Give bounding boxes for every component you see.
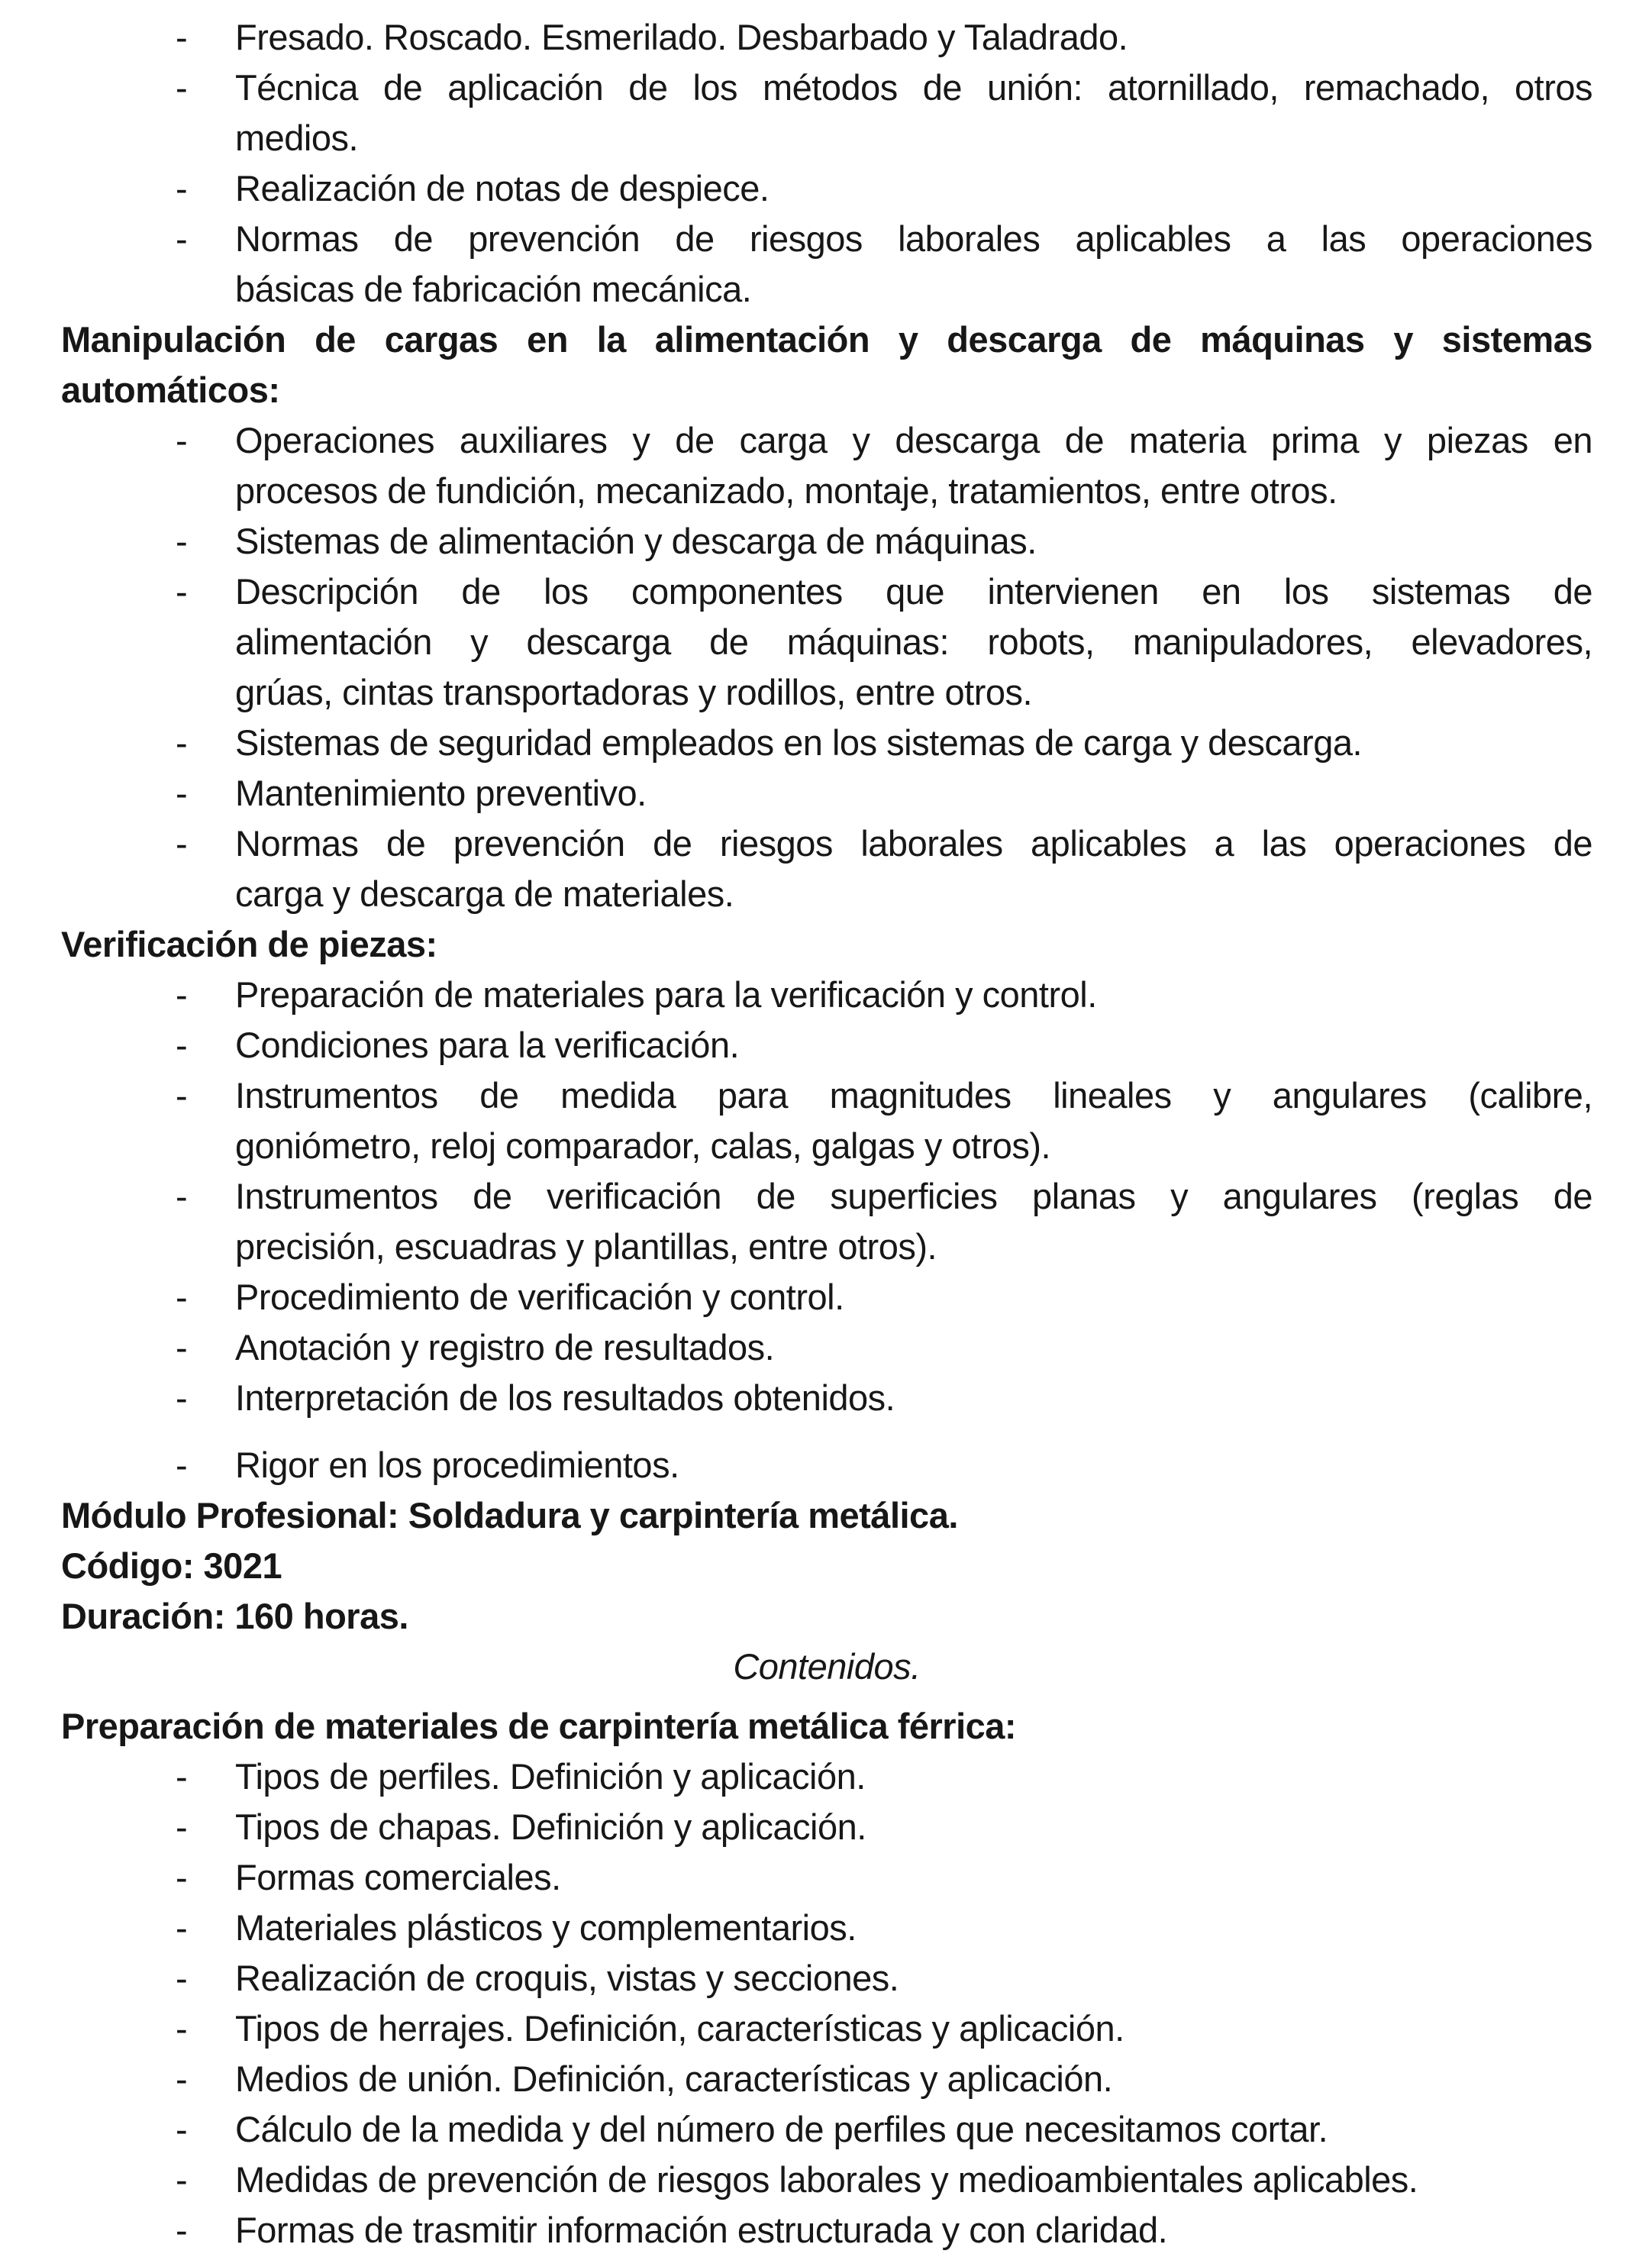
bullet-dash: - — [176, 1277, 188, 1317]
bullet-dash: - — [176, 1377, 188, 1418]
list-item — [61, 819, 1592, 919]
list-item — [61, 1020, 1592, 1070]
bullet-dash: - — [176, 67, 188, 108]
bullet-dash: - — [176, 1958, 188, 1998]
bullet-dash: - — [176, 1907, 188, 1948]
bullet-dash: - — [176, 722, 188, 763]
list-item-text — [235, 1373, 1592, 1423]
list-item-text — [235, 214, 1592, 315]
list-item-text — [235, 1322, 1592, 1373]
codigo — [61, 1541, 1592, 1591]
list-item-text — [235, 819, 1592, 919]
list-manipulacion-cargas — [61, 415, 1592, 919]
text-line: Medios de unión. Definición, características y aplicación. — [235, 2058, 1113, 2099]
bullet-dash: - — [176, 571, 188, 612]
bullet-dash: - — [176, 1025, 188, 1065]
text-line: Duración: 160 horas. — [61, 1596, 408, 1636]
list-item — [61, 1070, 1592, 1171]
duracion — [61, 1591, 1592, 1642]
text-line: Instrumentos de verificación de superficies planas y angulares (reglas de — [235, 1176, 1592, 1216]
text-line: Verificación de piezas: — [61, 924, 437, 964]
list-item-text — [235, 2104, 1592, 2155]
list-item-text — [235, 1752, 1592, 1802]
bullet-dash: - — [176, 2210, 188, 2250]
list-item — [61, 1903, 1592, 1953]
bullet-dash: - — [176, 17, 188, 57]
contenidos-label — [61, 1642, 1592, 1692]
list-item-text — [235, 12, 1592, 63]
list-item — [61, 768, 1592, 819]
text-line: Formas comerciales. — [235, 1857, 561, 1897]
text-line: grúas, cintas transportadoras y rodillos, entre otros. — [235, 672, 1033, 712]
text-line: Fresado. Roscado. Esmerilado. Desbarbado y Taladrado. — [235, 17, 1128, 57]
text-line: Formas de trasmitir información estructurada y con claridad. — [235, 2210, 1168, 2250]
list-item-text — [235, 1852, 1592, 1903]
list-item — [61, 516, 1592, 567]
text-line: Módulo Profesional: Soldadura y carpintería metálica. — [61, 1495, 958, 1535]
bullet-dash: - — [176, 2159, 188, 2200]
heading-preparacion-materiales — [61, 1701, 1592, 1752]
list-item-text — [235, 1070, 1592, 1171]
text-line: Normas de prevención de riesgos laborales aplicables a las operaciones de — [235, 823, 1592, 864]
list-item-text — [235, 2205, 1592, 2255]
bullet-dash: - — [176, 1327, 188, 1367]
list-item-text — [235, 2004, 1592, 2054]
text-line: alimentación y descarga de máquinas: robots, manipuladores, elevadores, — [235, 622, 1592, 662]
bullet-dash: - — [176, 974, 188, 1015]
text-line: Medidas de prevención de riesgos laborales y medioambientales aplicables. — [235, 2159, 1418, 2200]
list-item-text — [235, 1171, 1592, 1272]
text-line: Técnica de aplicación de los métodos de unión: atornillado, remachado, otros — [235, 67, 1592, 108]
list-operaciones-fabricacion — [61, 12, 1592, 315]
text-line: Tipos de herrajes. Definición, características y aplicación. — [235, 2008, 1124, 2049]
text-line: Rigor en los procedimientos. — [235, 1445, 679, 1485]
text-line: Sistemas de alimentación y descarga de máquinas. — [235, 521, 1037, 561]
list-item — [61, 1373, 1592, 1423]
list-item — [61, 1171, 1592, 1272]
text-line: procesos de fundición, mecanizado, montaje, tratamientos, entre otros. — [235, 470, 1337, 511]
bullet-dash: - — [176, 1075, 188, 1116]
list-item-text — [235, 1440, 1592, 1490]
text-line: Mantenimiento preventivo. — [235, 773, 647, 813]
bullet-dash: - — [176, 2058, 188, 2099]
text-line: Anotación y registro de resultados. — [235, 1327, 775, 1367]
list-item-text — [235, 1802, 1592, 1852]
list-item — [61, 1440, 1592, 1490]
text-line: Preparación de materiales para la verificación y control. — [235, 974, 1097, 1015]
list-item — [61, 163, 1592, 214]
list-item-text — [235, 516, 1592, 567]
text-line: Normas de prevención de riesgos laborales aplicables a las operaciones — [235, 218, 1592, 259]
modulo-profesional-title — [61, 1490, 1592, 1541]
list-item — [61, 214, 1592, 315]
text-line: Condiciones para la verificación. — [235, 1025, 740, 1065]
text-line: precisión, escuadras y plantillas, entre otros). — [235, 1226, 937, 1267]
text-line: Procedimiento de verificación y control. — [235, 1277, 844, 1317]
list-item-text — [235, 1020, 1592, 1070]
text-line: Descripción de los componentes que intervienen en los sistemas de — [235, 571, 1592, 612]
list-item — [61, 2155, 1592, 2205]
bullet-dash: - — [176, 1857, 188, 1897]
text-line: Interpretación de los resultados obtenidos. — [235, 1377, 895, 1418]
list-item — [61, 1852, 1592, 1903]
bullet-dash: - — [176, 1445, 188, 1485]
list-item-text — [235, 415, 1592, 516]
list-item-text — [235, 2054, 1592, 2104]
list-item-text — [235, 718, 1592, 768]
list-item — [61, 1953, 1592, 2004]
list-item-text — [235, 1272, 1592, 1322]
text-line: Materiales plásticos y complementarios. — [235, 1907, 857, 1948]
list-item — [61, 12, 1592, 63]
list-item-text — [235, 970, 1592, 1020]
text-line: Manipulación de cargas en la alimentación y descarga de máquinas y sistemas — [61, 319, 1592, 360]
list-item — [61, 2054, 1592, 2104]
heading-verificacion-piezas — [61, 919, 1592, 970]
text-line: Realización de croquis, vistas y secciones. — [235, 1958, 899, 1998]
text-line: Tipos de chapas. Definición y aplicación. — [235, 1807, 866, 1847]
text-line: Tipos de perfiles. Definición y aplicación. — [235, 1756, 866, 1797]
text-line: Código: 3021 — [61, 1545, 282, 1586]
list-item — [61, 970, 1592, 1020]
list-item-text — [235, 2155, 1592, 2205]
bullet-dash: - — [176, 218, 188, 259]
text-line: goniómetro, reloj comparador, calas, galgas y otros). — [235, 1125, 1051, 1166]
bullet-dash: - — [176, 1756, 188, 1797]
text-line: medios. — [235, 118, 359, 158]
heading-manipulacion-cargas — [61, 315, 1592, 415]
list-item — [61, 63, 1592, 163]
text-line: Instrumentos de medida para magnitudes lineales y angulares (calibre, — [235, 1075, 1592, 1116]
list-item — [61, 1322, 1592, 1373]
bullet-dash: - — [176, 2008, 188, 2049]
list-item-text — [235, 63, 1592, 163]
list-item-text — [235, 163, 1592, 214]
list-verificacion-piezas — [61, 970, 1592, 1490]
text-line: Realización de notas de despiece. — [235, 168, 770, 208]
bullet-dash: - — [176, 2109, 188, 2149]
list-preparacion-materiales — [61, 1752, 1592, 2255]
list-item — [61, 718, 1592, 768]
text-line: Operaciones auxiliares y de carga y descarga de materia prima y piezas en — [235, 420, 1592, 460]
list-item — [61, 567, 1592, 718]
list-item-text — [235, 567, 1592, 718]
bullet-dash: - — [176, 521, 188, 561]
text-line: Preparación de materiales de carpintería metálica férrica: — [61, 1706, 1017, 1746]
bullet-dash: - — [176, 1807, 188, 1847]
bullet-dash: - — [176, 168, 188, 208]
text-line: Sistemas de seguridad empleados en los sistemas de carga y descarga. — [235, 722, 1363, 763]
list-item-text — [235, 1903, 1592, 1953]
list-item-text — [235, 768, 1592, 819]
text-line: carga y descarga de materiales. — [235, 873, 734, 914]
list-item — [61, 2205, 1592, 2255]
list-item-text — [235, 1953, 1592, 2004]
list-item — [61, 1752, 1592, 1802]
list-item — [61, 2104, 1592, 2155]
bullet-dash: - — [176, 823, 188, 864]
list-item — [61, 1802, 1592, 1852]
text-line: Contenidos. — [733, 1646, 921, 1687]
text-line: básicas de fabricación mecánica. — [235, 269, 752, 309]
bullet-dash: - — [176, 773, 188, 813]
list-item — [61, 415, 1592, 516]
text-line: Cálculo de la medida y del número de perfiles que necesitamos cortar. — [235, 2109, 1328, 2149]
bullet-dash: - — [176, 420, 188, 460]
bullet-dash: - — [176, 1176, 188, 1216]
list-item — [61, 1272, 1592, 1322]
text-line: automáticos: — [61, 370, 280, 410]
list-item — [61, 2004, 1592, 2054]
